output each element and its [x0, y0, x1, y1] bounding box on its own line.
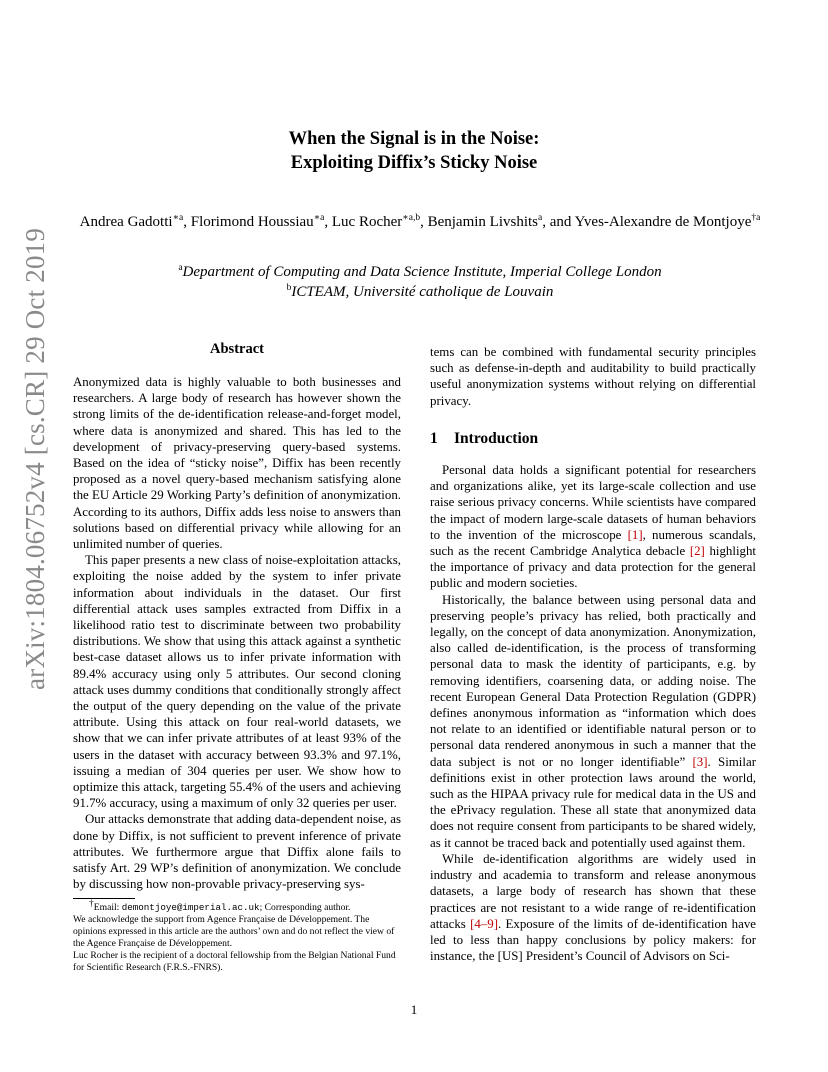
- title-line-1: When the Signal is in the Noise:: [288, 129, 540, 149]
- body-paragraph: [430, 851, 756, 964]
- page-number: 1: [410, 1002, 418, 1017]
- paper-title: [0, 127, 828, 175]
- footnote-text: ; Corresponding author.: [259, 902, 351, 913]
- footnote-text: Email:: [93, 902, 122, 913]
- text-run: highlight the importance of privacy and data protection for the general public and modern societies.: [430, 544, 756, 591]
- affiliations: [70, 262, 770, 302]
- abstract-continuation: tems can be combined with fundamental security principles such as defense-in-depth and auditability to build practically useful anonymization systems without relying on differential privacy.: [430, 345, 756, 408]
- author-name: Andrea Gadotti: [79, 214, 173, 230]
- text-run: While de-identification algorithms are widely used in industry and academia to transform and release anonymous datasets, a large body of research has shown that these practices are not resistant to a wide range of re-identification attacks: [430, 851, 756, 931]
- author-name: Luc Rocher: [331, 214, 403, 230]
- title-line-2: Exploiting Diffix’s Sticky Noise: [290, 153, 538, 173]
- author-name: Yves-Alexandre de Montjoye: [574, 214, 752, 230]
- footnote-divider: [73, 898, 135, 899]
- author-separator: ,: [420, 214, 428, 230]
- author-separator: , and: [542, 214, 575, 230]
- text-run: Personal data holds a significant potential for researchers and organizations alike, yet its large-scale collection and use raise serious privacy concerns. While scientists have compared the impact of modern large-scale datasets of human behaviors to the invention of the microscope: [430, 463, 756, 542]
- citation-link[interactable]: [2]: [689, 544, 705, 559]
- abstract-heading: Abstract: [210, 341, 264, 357]
- affiliation-line: [70, 262, 770, 282]
- arxiv-identifier: arXiv:1804.06752v4 [cs.CR] 29 Oct 2019: [20, 227, 50, 690]
- section-number: 1: [430, 429, 438, 447]
- text-run: . Similar definitions exist in other protection laws around the world, such as the HIPAA privacy rule for medical data in the US and the ePrivacy regulation. These all state that anonymized data does not require consent from participants to be shared widely, as it cannot be traced back and potentially used against them.: [430, 754, 756, 850]
- author-mark: ∗a: [172, 213, 184, 223]
- footnote: [73, 898, 401, 914]
- author-name: Florimond Houssiau: [190, 214, 314, 230]
- text-run: Historically, the balance between using personal data and preserving people’s privacy has relied, both practically and legally, on the concept of data anonymization. Anonymization, also called de-identification, is the process of transforming personal data to mask the identity of participants, e.g. by removing identifiers, coarsening data, or adding noise. The recent European General Data Protection Regulation (GDPR) defines anonymous information as “information which does not relate to an identified or identifiable natural person or to personal data rendered anonymous in such a manner that the data subject is not or no longer identifiable”: [430, 592, 756, 769]
- section-title: Introduction: [454, 429, 539, 447]
- author-mark: ∗a,b: [402, 213, 421, 223]
- author-mark: ∗a: [313, 213, 325, 223]
- body-paragraph: [430, 592, 756, 851]
- author-list: [70, 212, 770, 232]
- body-paragraph: [430, 462, 756, 592]
- abstract-paragraph: This paper presents a new class of noise-exploitation attacks, exploiting the noise added by the system to infer private information about individuals in the dataset. Our first differential attack uses samples extracted from Diffix in a likelihood ratio test to discriminate between two probability distributions. We show that using this attack against a synthetic best-case dataset allows us to infer private information with 89.4% accuracy using only 5 attributes. Our second cloning attack uses dummy conditions that conditionally strongly affect the output of the query depending on the value of the private attribute. Using this attack on four real-world datasets, we show that we can infer private attributes of at least 93% of the users in the dataset with accuracy between 93.3% and 97.1%, issuing a median of 304 queries per user. We show how to optimize this attack, targeting 55.4% of the users and achieving 91.7% accuracy, using a maximum of only 32 queries per user.: [73, 553, 401, 811]
- footnote-mark: †: [89, 898, 94, 909]
- affiliation-text: ICTEAM, Université catholique de Louvain: [291, 284, 554, 300]
- text-run: , numerous scandals, such as the recent Cambridge Analytica debacle: [430, 527, 756, 559]
- left-column: [73, 374, 401, 893]
- affiliation-mark: a: [178, 263, 183, 273]
- footnote: Luc Rocher is the recipient of a doctoral fellowship from the Belgian National Fund for Scientific Research (F.R.S.-FNRS).: [73, 949, 396, 973]
- footnote: We acknowledge the support from Agence Française de Développement. The opinions expressed in this article are the authors’ own and do not reflect the view of the Agence Française de Développement.: [73, 913, 395, 949]
- abstract-paragraph: Our attacks demonstrate that adding data-dependent noise, as done by Diffix, is not sufficient to prevent inference of private attributes. We furthermore argue that Diffix alone fails to satisfy Art. 29 WP’s definition of anonymization. We conclude by discussing how non-provable privacy-preserving sys-: [73, 812, 401, 892]
- affiliation-line: [70, 282, 770, 302]
- footnotes: [73, 898, 401, 973]
- author-separator: ,: [324, 214, 332, 230]
- citation-link[interactable]: [3]: [692, 754, 708, 769]
- affiliation-text: Department of Computing and Data Science Institute, Imperial College London: [182, 264, 662, 280]
- author-mark: †a: [751, 213, 761, 223]
- section-heading: [430, 431, 756, 447]
- abstract-paragraph: Anonymized data is highly valuable to both businesses and researchers. A large body of research has however shown the strong limits of the de-identification release-and-forget model, where data is anonymized and shared. This has led to the development of privacy-preserving query-based systems. Based on the idea of “sticky noise”, Diffix has been recently proposed as a novel query-based mechanism satisfying alone the EU Article 29 Working Party’s definition of anonymization. According to its authors, Diffix adds less noise to answers than solutions based on differential privacy while allowing for an unlimited number of queries.: [73, 375, 401, 552]
- email-link[interactable]: demontjoye@imperial.ac.uk: [121, 902, 260, 913]
- author-name: Benjamin Livshits: [427, 214, 538, 230]
- author-mark: a: [538, 213, 543, 223]
- affiliation-mark: b: [286, 283, 292, 293]
- right-column: [430, 344, 756, 964]
- author-separator: ,: [183, 214, 191, 230]
- citation-link[interactable]: [1]: [627, 527, 643, 542]
- text-run: . Exposure of the limits of de-identification have led to less than happy conclusions by policy makers: for instance, the [US] President’s Council of Advisors on Sci-: [430, 916, 756, 964]
- citation-link[interactable]: [4–9]: [470, 916, 498, 931]
